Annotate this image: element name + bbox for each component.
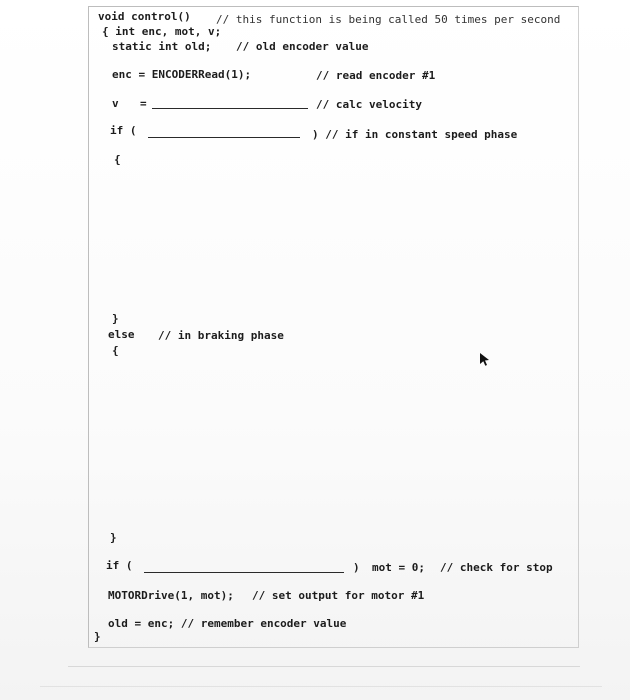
if-stop: if (	[106, 559, 133, 572]
velocity-comment: // calc velocity	[316, 98, 422, 111]
declaration-line: { int enc, mot, v;	[102, 25, 222, 38]
encoder-read-statement: enc = ENCODERRead(1);	[112, 68, 252, 81]
constant-speed-blank	[148, 137, 300, 138]
motor-zero-statement: mot = 0;	[372, 561, 425, 574]
remember-encoder-statement: old = enc; // remember encoder value	[108, 617, 347, 630]
bottom-rule-1	[68, 666, 580, 667]
close-brace-2: }	[110, 531, 117, 544]
static-declaration: static int old;	[112, 40, 212, 53]
stop-close-paren: )	[353, 561, 360, 574]
if-constant-speed: if (	[110, 124, 137, 137]
velocity-blank	[152, 108, 308, 109]
bottom-rule-2	[40, 686, 602, 687]
open-brace-2: {	[112, 344, 119, 357]
open-brace-1: {	[114, 153, 121, 166]
final-brace: }	[94, 630, 101, 643]
stop-comment: // check for stop	[440, 561, 553, 574]
motor-drive-comment: // set output for motor #1	[252, 589, 425, 602]
else-keyword: else	[108, 328, 135, 341]
close-brace-1: }	[112, 312, 119, 325]
stop-condition-blank	[144, 572, 344, 573]
braking-comment: // in braking phase	[158, 329, 284, 342]
static-comment: // old encoder value	[236, 40, 369, 53]
constant-speed-comment: ) // if in constant speed phase	[312, 128, 518, 141]
function-signature: void control()	[98, 10, 191, 23]
motor-drive-statement: MOTORDrive(1, mot);	[108, 589, 234, 602]
velocity-variable: v	[112, 97, 119, 110]
encoder-comment: // read encoder #1	[316, 69, 436, 82]
velocity-equals: =	[140, 97, 147, 110]
function-comment: // this function is being called 50 times per second	[216, 13, 561, 26]
